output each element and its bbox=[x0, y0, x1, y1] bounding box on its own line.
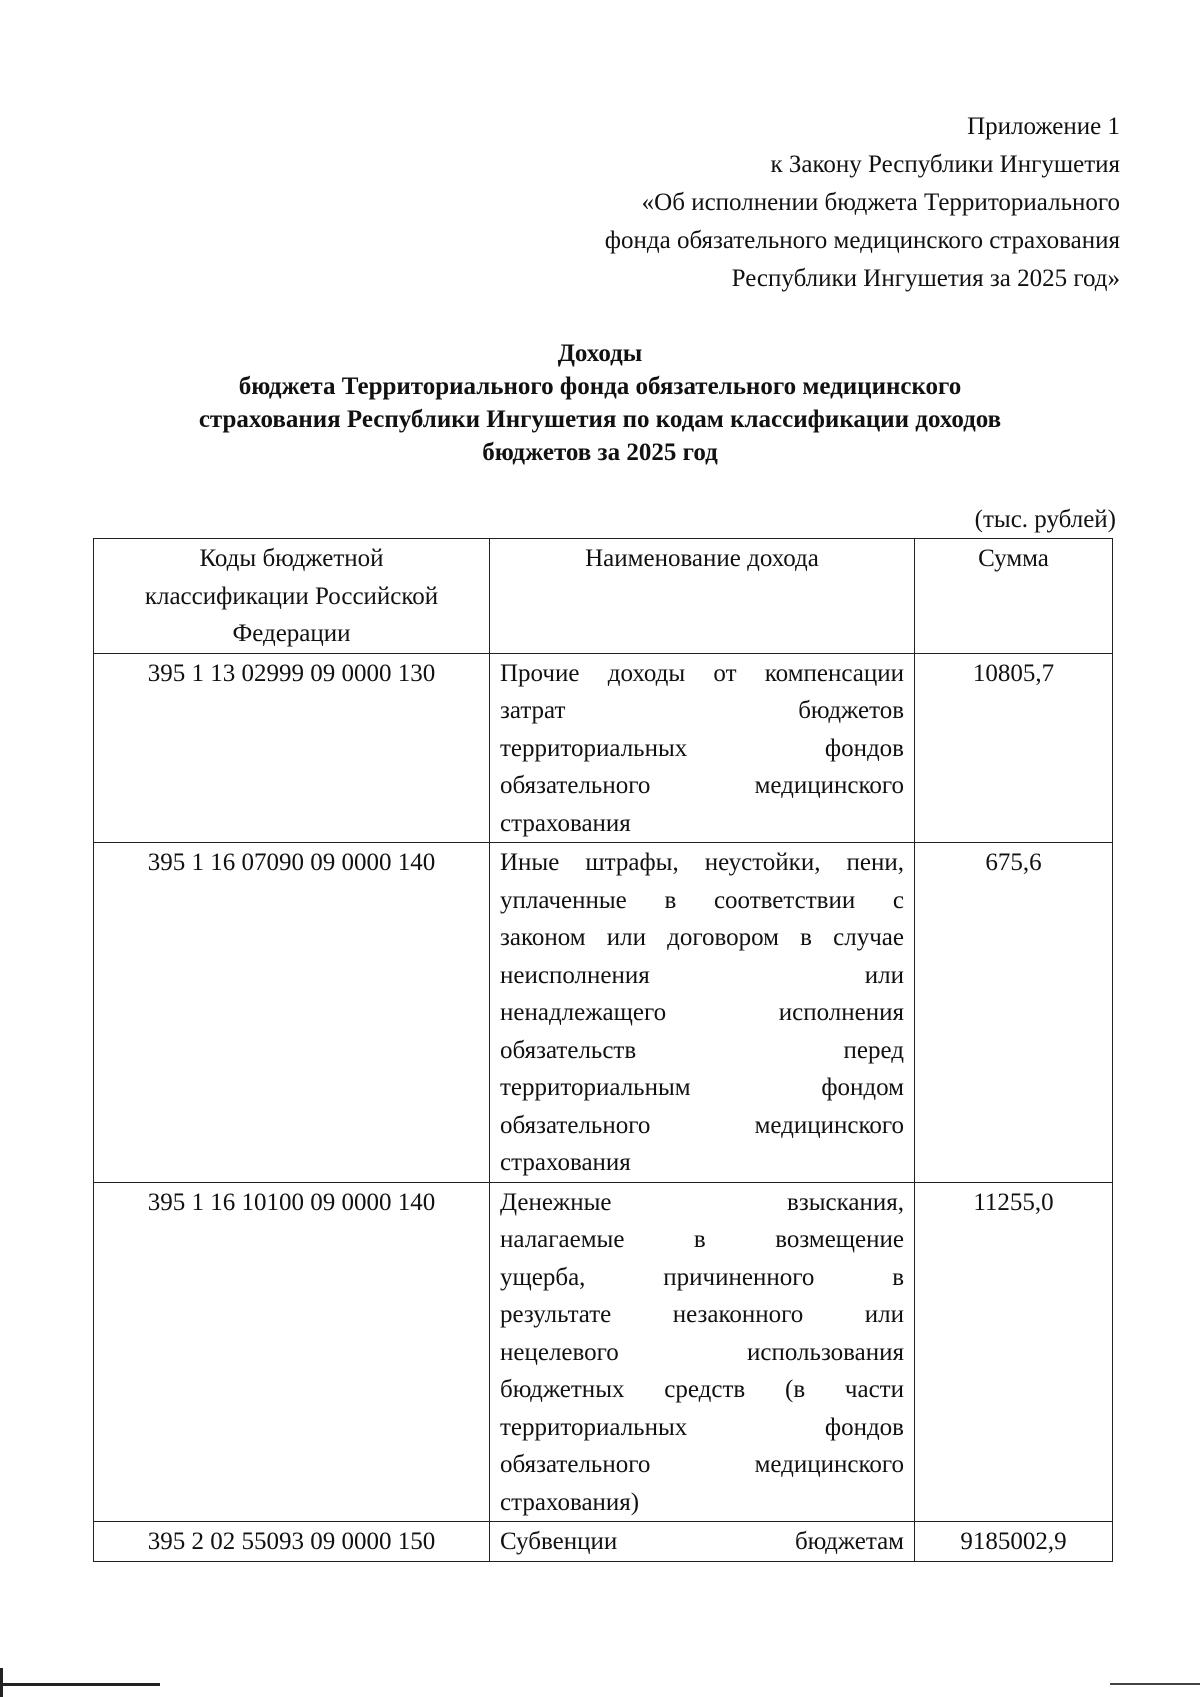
header-code bbox=[94, 539, 490, 654]
income-name-cell bbox=[490, 1522, 915, 1562]
income-name-line: ненадлежащего исполнения bbox=[500, 999, 904, 1026]
income-name-line: Денежные взыскания, bbox=[500, 1188, 904, 1216]
table-row bbox=[94, 1522, 1113, 1562]
income-name-line: затрат бюджетов bbox=[500, 697, 904, 724]
table-row bbox=[94, 1182, 1113, 1522]
income-name-cell bbox=[490, 653, 915, 843]
income-name-line: территориальных фондов bbox=[500, 1413, 904, 1441]
income-name-cell bbox=[490, 1182, 915, 1522]
income-name-line: обязательств перед bbox=[500, 1036, 904, 1064]
title-line: бюджета Территориального фонда обязательного медицинского bbox=[238, 373, 962, 400]
header-code-line: Коды бюджетной bbox=[199, 545, 384, 572]
scan-edge-line bbox=[0, 1683, 160, 1686]
appendix-line: фонда обязательного медицинского страхования bbox=[604, 227, 1120, 254]
amount-cell: 675,6 bbox=[915, 843, 1113, 1183]
budget-code-cell: 395 1 13 02999 09 0000 130 bbox=[94, 653, 490, 843]
header-code-line: Федерации bbox=[232, 620, 351, 647]
income-name-line: территориальных фондов bbox=[500, 734, 904, 762]
title-line: страхования Республики Ингушетия по кодам классификации доходов bbox=[198, 406, 1002, 433]
header-code-line: классификации Российской bbox=[144, 582, 439, 610]
table-row bbox=[94, 843, 1113, 1183]
income-name-line: результате незаконного или bbox=[500, 1301, 904, 1328]
title-line: Доходы bbox=[557, 340, 643, 367]
budget-code-cell: 395 2 02 55093 09 0000 150 bbox=[94, 1522, 490, 1562]
income-name-line: уплаченные в соответствии с bbox=[500, 886, 904, 914]
title-line: бюджетов за 2025 год bbox=[482, 439, 718, 466]
amount-cell: 10805,7 bbox=[915, 653, 1113, 843]
income-name-line: налагаемые в возмещение bbox=[500, 1226, 904, 1253]
income-name-line: Субвенции бюджетам bbox=[500, 1528, 904, 1555]
appendix-line: «Об исполнении бюджета Территориального bbox=[641, 189, 1120, 216]
appendix-block bbox=[420, 108, 1120, 298]
appendix-line: Республики Ингушетия за 2025 год» bbox=[731, 265, 1120, 292]
income-name-line: нецелевого использования bbox=[500, 1338, 904, 1366]
income-name-line: неисполнения или bbox=[500, 961, 904, 989]
income-name-line: бюджетных средств (в части bbox=[500, 1376, 904, 1403]
income-name-line: страхования bbox=[500, 1149, 631, 1176]
income-name-line: законом или договором в случае bbox=[500, 924, 904, 951]
income-name-line: обязательного медицинского bbox=[500, 772, 904, 799]
income-table-wrapper bbox=[93, 538, 1112, 1562]
income-name-line: обязательного медицинского bbox=[500, 1451, 904, 1478]
income-name-line: Иные штрафы, неустойки, пени, bbox=[500, 849, 904, 876]
document-title bbox=[100, 337, 1100, 469]
table-header-row bbox=[94, 539, 1113, 654]
appendix-line: к Закону Республики Ингушетия bbox=[770, 151, 1120, 178]
income-name-line: страхования) bbox=[500, 1488, 640, 1516]
units-label: (тыс. рублей) bbox=[974, 506, 1116, 533]
income-name-cell bbox=[490, 843, 915, 1183]
scan-edge-line-right bbox=[1110, 1683, 1200, 1685]
income-name-line: обязательного медицинского bbox=[500, 1111, 904, 1139]
header-sum: Сумма bbox=[915, 539, 1113, 654]
income-name-line: ущерба, причиненного в bbox=[500, 1263, 904, 1291]
amount-cell: 9185002,9 bbox=[915, 1522, 1113, 1562]
income-table bbox=[93, 538, 1113, 1562]
budget-code-cell: 395 1 16 10100 09 0000 140 bbox=[94, 1182, 490, 1522]
appendix-line: Приложение 1 bbox=[967, 113, 1120, 140]
budget-code-cell: 395 1 16 07090 09 0000 140 bbox=[94, 843, 490, 1183]
income-name-line: территориальным фондом bbox=[500, 1074, 904, 1101]
income-name-line: Прочие доходы от компенсации bbox=[500, 659, 904, 687]
header-name: Наименование дохода bbox=[490, 539, 915, 654]
table-row bbox=[94, 653, 1113, 843]
income-name-line: страхования bbox=[500, 809, 631, 837]
amount-cell: 11255,0 bbox=[915, 1182, 1113, 1522]
